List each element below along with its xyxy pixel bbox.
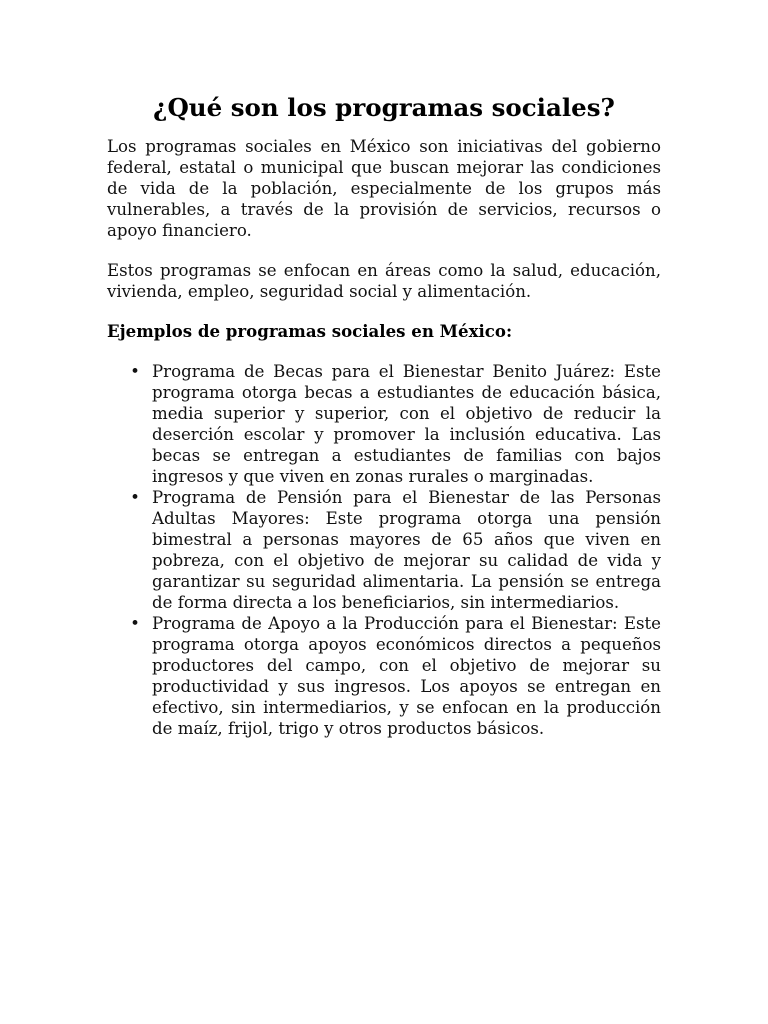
focus-areas-paragraph: Estos programas se enfocan en áreas como la salud, educación, vivienda, empleo, seguridad social y alimentación. [107, 261, 661, 301]
list-item-text: Programa de Apoyo a la Producción para el Bienestar: Este programa otorga apoyos económicos directos a pequeños productores del campo, con el objetivo de mejorar su productividad y sus ingresos. Los apoyos se entregan en efectivo, sin intermediarios, y se enfocan en la producción de maíz, frijol, trigo y otros productos básicos. [152, 614, 661, 738]
examples-heading: Ejemplos de programas sociales en México: [107, 321, 513, 341]
bullet-icon: • [130, 488, 140, 507]
bullet-icon: • [130, 614, 140, 633]
list-item-text: Programa de Becas para el Bienestar Benito Juárez: Este programa otorga becas a estudiantes de educación básica, media superior y superior, con el objetivo de reducir la deserción escolar y promover la inclusión educativa. Las becas se entregan a estudiantes de familias con bajos ingresos y que viven en zonas rurales o marginadas. [152, 362, 661, 486]
list-item-text: Programa de Pensión para el Bienestar de las Personas Adultas Mayores: Este programa otorga una pensión bimestral a personas mayores de 65 años que viven en pobreza, con el objetivo de mejorar su calidad de vida y garantizar su seguridad alimentaria. La pensión se entrega de forma directa a los beneficiarios, sin intermediarios. [152, 488, 661, 612]
intro-paragraph: Los programas sociales en México son iniciativas del gobierno federal, estatal o municipal que buscan mejorar las condiciones de vida de la población, especialmente de los grupos más vulnerables, a través de la provisión de servicios, recursos o apoyo financiero. [107, 137, 661, 240]
list-item [107, 361, 661, 487]
page-title: ¿Qué son los programas sociales? [153, 93, 615, 122]
bullet-icon: • [130, 362, 140, 381]
examples-list [107, 361, 661, 739]
list-item [107, 613, 661, 739]
list-item [107, 487, 661, 613]
